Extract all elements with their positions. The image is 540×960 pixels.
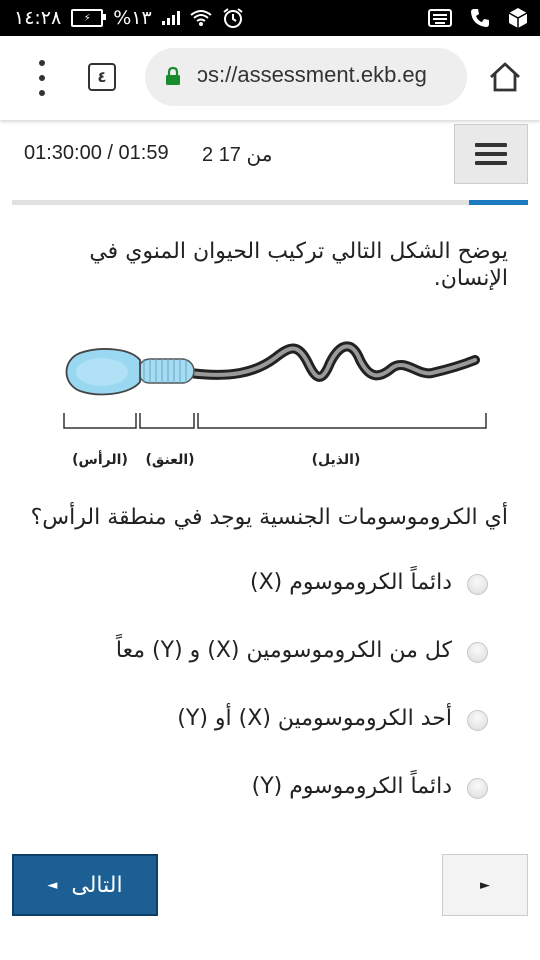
answer-option[interactable] <box>40 570 488 610</box>
battery-icon: ⚡ <box>71 9 103 27</box>
label-head: (الرأس) <box>72 452 128 468</box>
keyboard-icon <box>428 9 452 27</box>
address-bar[interactable] <box>145 48 467 106</box>
option-label: أحد الكروموسومين (X) أو (Y) <box>177 706 452 731</box>
radio-button[interactable] <box>467 778 488 799</box>
sperm-diagram <box>40 318 510 478</box>
forward-button[interactable] <box>442 854 528 916</box>
option-label: دائماً الكروموسوم (X) <box>250 570 452 595</box>
radio-button[interactable] <box>467 710 488 731</box>
lock-icon <box>165 66 181 86</box>
status-right <box>428 6 528 30</box>
exam-info-bar <box>0 120 540 204</box>
next-label: التالى <box>71 872 123 898</box>
radio-button[interactable] <box>467 642 488 663</box>
phone-icon <box>470 8 490 28</box>
box-icon <box>508 7 528 29</box>
hamburger-menu-button[interactable] <box>454 124 528 184</box>
answer-option[interactable] <box>40 706 488 746</box>
radio-button[interactable] <box>467 574 488 595</box>
signal-icon <box>162 11 180 25</box>
question-text: يوضح الشكل التالي تركيب الحيوان المنوي في الإنسان. <box>89 239 508 291</box>
progress-fill <box>469 200 528 205</box>
battery-percent: %١٣ <box>113 7 152 29</box>
home-icon[interactable] <box>488 62 522 92</box>
progress-bar <box>12 200 528 205</box>
answer-option[interactable] <box>40 774 488 814</box>
overflow-menu-icon[interactable] <box>30 60 54 96</box>
status-left <box>14 6 244 30</box>
label-neck: (العنق) <box>145 452 195 468</box>
option-label: كل من الكروموسومين (X) و (Y) معاً <box>115 638 452 663</box>
wifi-icon <box>190 8 212 28</box>
alarm-icon <box>222 7 244 29</box>
forward-arrow-icon: ► <box>480 877 490 893</box>
browser-toolbar <box>0 36 540 120</box>
page-indicator: 2 من 17 <box>202 144 273 166</box>
exam-timer: 01:30:00 / 01:59 <box>24 142 169 164</box>
option-label: دائماً الكروموسوم (Y) <box>251 774 452 799</box>
label-tail: (الذيل) <box>311 452 361 468</box>
url-text: ɔs://assessment.ekb.eg <box>197 62 427 87</box>
status-bar <box>0 0 540 36</box>
next-button[interactable] <box>12 854 158 916</box>
answer-option[interactable] <box>40 638 488 678</box>
head-bracket <box>64 413 136 428</box>
tab-switcher-button[interactable] <box>88 63 116 91</box>
clock: ١٤:٢٨ <box>14 7 62 29</box>
neck-bracket <box>140 413 194 428</box>
question-prompt: أي الكروموسومات الجنسية يوجد في منطقة الرأس؟ <box>30 505 508 530</box>
next-arrow-icon: ◄ <box>47 877 58 893</box>
tail-bracket <box>198 413 486 428</box>
tab-count: ٤ <box>97 68 107 86</box>
